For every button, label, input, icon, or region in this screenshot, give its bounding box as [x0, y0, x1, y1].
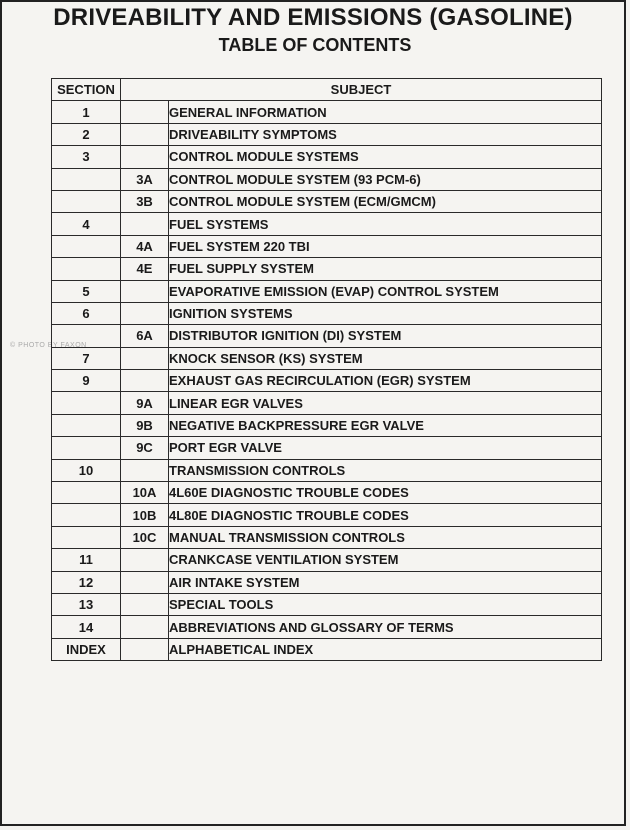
subsection-number-cell: [121, 280, 169, 302]
table-row: [52, 123, 602, 145]
subject-cell: FUEL SUPPLY SYSTEM: [169, 258, 602, 280]
section-number-cell: 3: [52, 146, 121, 168]
subject-cell: KNOCK SENSOR (KS) SYSTEM: [169, 347, 602, 369]
section-number-cell: 1: [52, 101, 121, 123]
subject-cell: CONTROL MODULE SYSTEM (93 PCM-6): [169, 168, 602, 190]
subject-cell: CONTROL MODULE SYSTEMS: [169, 146, 602, 168]
subject-cell: DISTRIBUTOR IGNITION (DI) SYSTEM: [169, 325, 602, 347]
table-row: [52, 392, 602, 414]
table-row: [52, 504, 602, 526]
section-column-header: SECTION: [52, 79, 121, 101]
subject-column-header: SUBJECT: [121, 79, 602, 101]
subsection-number-cell: [121, 370, 169, 392]
table-row: [52, 101, 602, 123]
table-row: [52, 437, 602, 459]
table-header-row: [52, 79, 602, 101]
section-number-cell: 12: [52, 571, 121, 593]
table-row: [52, 370, 602, 392]
section-number-cell: [52, 392, 121, 414]
table-row: [52, 235, 602, 257]
subsection-number-cell: 3A: [121, 168, 169, 190]
subject-cell: SPECIAL TOOLS: [169, 593, 602, 615]
section-number-cell: 13: [52, 593, 121, 615]
section-number-cell: [52, 190, 121, 212]
table-row: [52, 347, 602, 369]
subsection-number-cell: 10B: [121, 504, 169, 526]
table-row: [52, 146, 602, 168]
subsection-number-cell: 3B: [121, 190, 169, 212]
subsection-number-cell: [121, 549, 169, 571]
subject-cell: DRIVEABILITY SYMPTOMS: [169, 123, 602, 145]
section-number-cell: [52, 526, 121, 548]
subject-cell: EVAPORATIVE EMISSION (EVAP) CONTROL SYSTEM: [169, 280, 602, 302]
subsection-number-cell: [121, 571, 169, 593]
subsection-number-cell: 6A: [121, 325, 169, 347]
section-number-cell: 9: [52, 370, 121, 392]
subsection-number-cell: 9B: [121, 414, 169, 436]
section-number-cell: 14: [52, 616, 121, 638]
section-number-cell: [52, 482, 121, 504]
subject-cell: PORT EGR VALVE: [169, 437, 602, 459]
subsection-number-cell: 9A: [121, 392, 169, 414]
table-row: [52, 280, 602, 302]
table-row: [52, 168, 602, 190]
subsection-number-cell: 10A: [121, 482, 169, 504]
subsection-number-cell: [121, 101, 169, 123]
section-number-cell: 11: [52, 549, 121, 571]
section-number-cell: INDEX: [52, 638, 121, 660]
subsection-number-cell: [121, 593, 169, 615]
subsection-number-cell: [121, 123, 169, 145]
section-number-cell: 4: [52, 213, 121, 235]
table-body: [52, 101, 602, 661]
watermark: © PHOTO BY FAXON: [10, 342, 87, 349]
subsection-number-cell: 4A: [121, 235, 169, 257]
section-number-cell: 2: [52, 123, 121, 145]
section-number-cell: [52, 437, 121, 459]
section-number-cell: [52, 414, 121, 436]
section-number-cell: [52, 168, 121, 190]
section-number-cell: 6: [52, 302, 121, 324]
subject-cell: 4L60E DIAGNOSTIC TROUBLE CODES: [169, 482, 602, 504]
table-row: [52, 549, 602, 571]
subject-cell: ABBREVIATIONS AND GLOSSARY OF TERMS: [169, 616, 602, 638]
subsection-number-cell: [121, 302, 169, 324]
subject-cell: IGNITION SYSTEMS: [169, 302, 602, 324]
subject-cell: CONTROL MODULE SYSTEM (ECM/GMCM): [169, 190, 602, 212]
subsection-number-cell: 10C: [121, 526, 169, 548]
section-number-cell: [52, 504, 121, 526]
subject-cell: CRANKCASE VENTILATION SYSTEM: [169, 549, 602, 571]
table-row: [52, 571, 602, 593]
subject-cell: FUEL SYSTEM 220 TBI: [169, 235, 602, 257]
table-row: [52, 302, 602, 324]
subject-cell: 4L80E DIAGNOSTIC TROUBLE CODES: [169, 504, 602, 526]
table-of-contents: [51, 78, 602, 661]
table-row: [52, 414, 602, 436]
table-row: [52, 638, 602, 660]
table-row: [52, 213, 602, 235]
section-number-cell: 7: [52, 347, 121, 369]
table-row: [52, 459, 602, 481]
subject-cell: LINEAR EGR VALVES: [169, 392, 602, 414]
table-row: [52, 190, 602, 212]
subsection-number-cell: 9C: [121, 437, 169, 459]
table-row: [52, 482, 602, 504]
subsection-number-cell: [121, 616, 169, 638]
table-row: [52, 258, 602, 280]
page-subtitle: TABLE OF CONTENTS: [218, 35, 412, 55]
page-title: DRIVEABILITY AND EMISSIONS (GASOLINE): [53, 4, 573, 31]
subject-cell: TRANSMISSION CONTROLS: [169, 459, 602, 481]
subsection-number-cell: 4E: [121, 258, 169, 280]
subject-cell: MANUAL TRANSMISSION CONTROLS: [169, 526, 602, 548]
table-row: [52, 616, 602, 638]
subsection-number-cell: [121, 146, 169, 168]
section-number-cell: [52, 325, 121, 347]
table-row: [52, 526, 602, 548]
subject-cell: GENERAL INFORMATION: [169, 101, 602, 123]
table-row: [52, 593, 602, 615]
subject-cell: AIR INTAKE SYSTEM: [169, 571, 602, 593]
subsection-number-cell: [121, 347, 169, 369]
section-number-cell: [52, 258, 121, 280]
subsection-number-cell: [121, 459, 169, 481]
subject-cell: NEGATIVE BACKPRESSURE EGR VALVE: [169, 414, 602, 436]
subject-cell: FUEL SYSTEMS: [169, 213, 602, 235]
subsection-number-cell: [121, 638, 169, 660]
section-number-cell: 10: [52, 459, 121, 481]
subject-cell: EXHAUST GAS RECIRCULATION (EGR) SYSTEM: [169, 370, 602, 392]
subsection-number-cell: [121, 213, 169, 235]
section-number-cell: [52, 235, 121, 257]
subject-cell: ALPHABETICAL INDEX: [169, 638, 602, 660]
section-number-cell: 5: [52, 280, 121, 302]
table-row: [52, 325, 602, 347]
